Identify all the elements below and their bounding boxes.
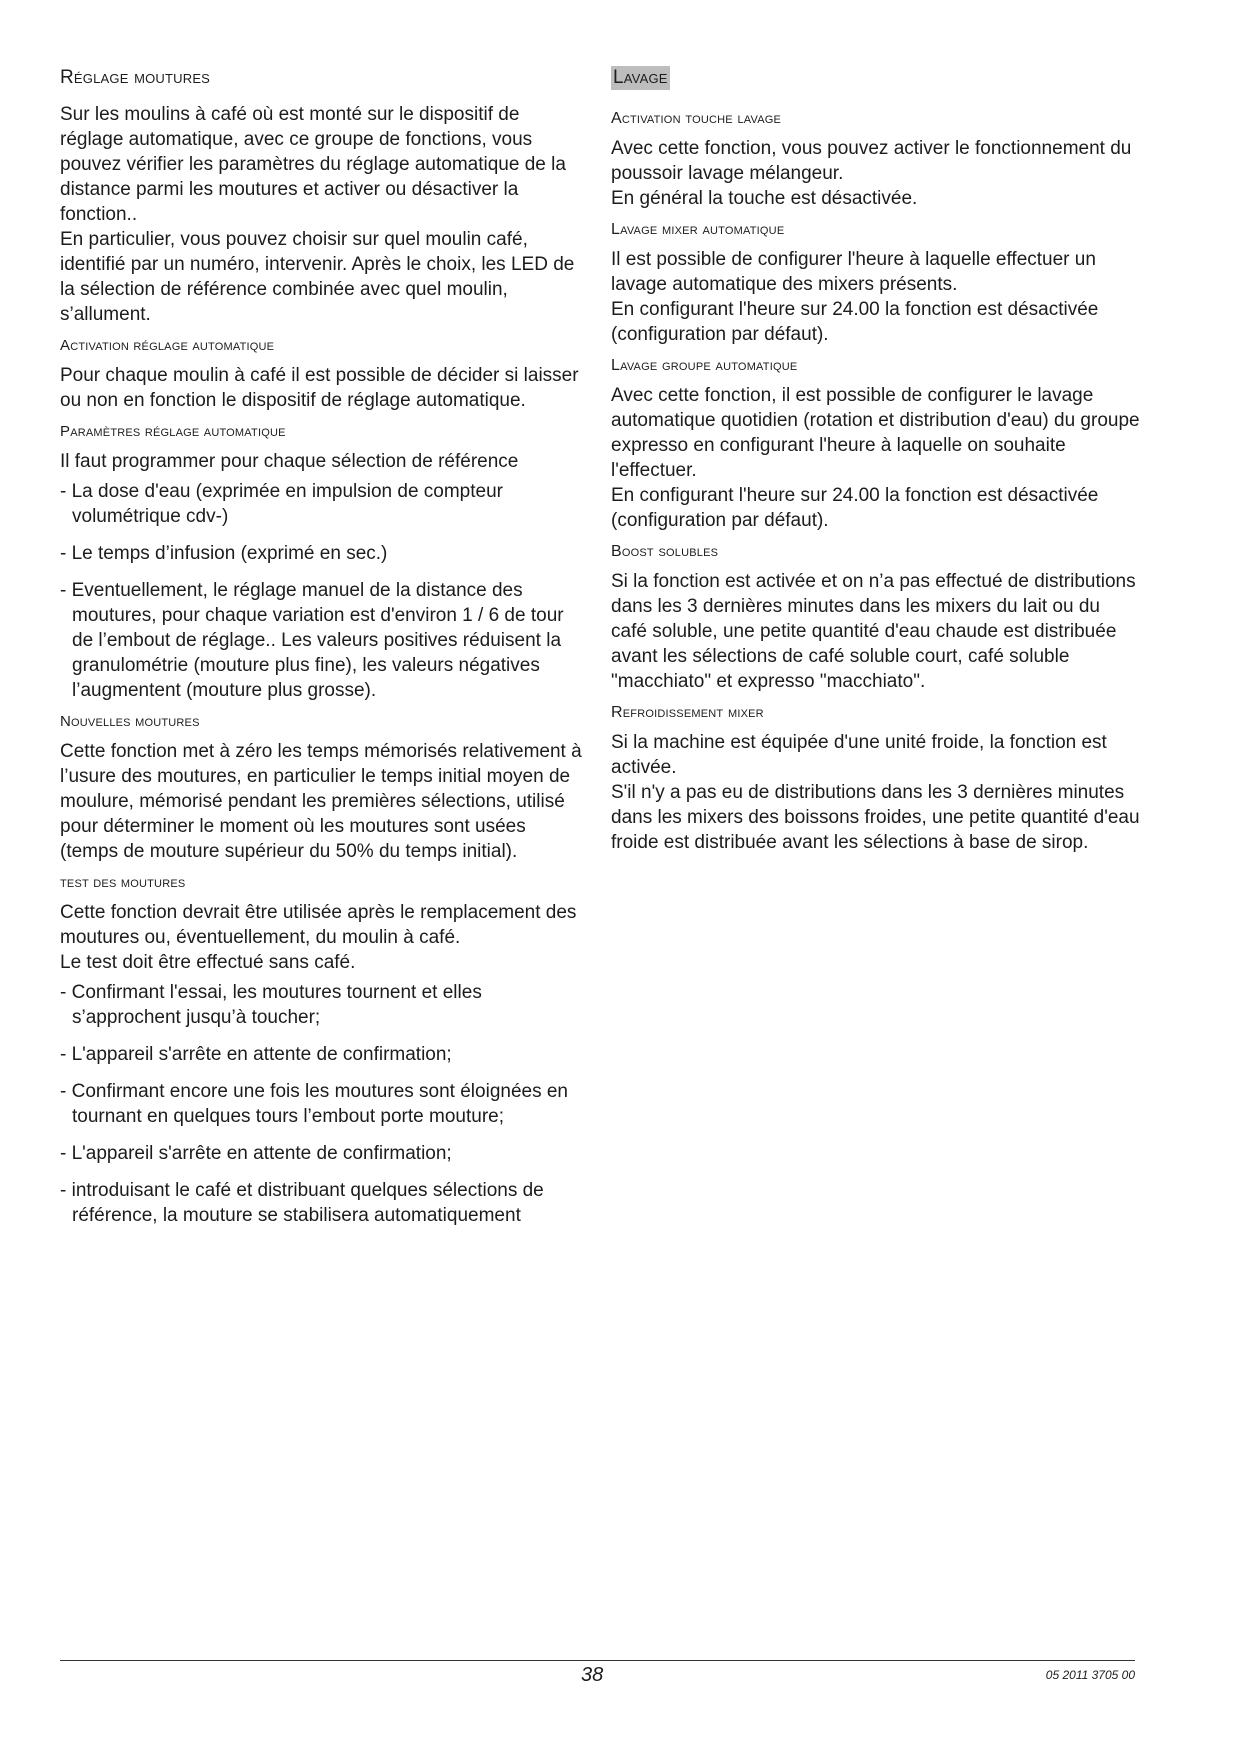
heading-activation-touche-lavage: Activation touche lavage (611, 110, 782, 127)
test-steps-list (60, 980, 585, 1228)
paragraph: Sur les moulins à café où est monté sur le dispositif de réglage automatique, avec ce groupe de fonctions, vous pouvez vérifier les paramètres du réglage automatique de la distance parmi les moutures et activer ou désactiver la fonction.. (60, 104, 566, 225)
heading-nouvelles-moutures: Nouvelles moutures (60, 713, 200, 730)
paragraph: Il est possible de configurer l'heure à laquelle effectuer un lavage automatique des mixers présents. (611, 249, 1096, 295)
section-test-moutures (60, 872, 585, 1228)
heading-parametres-reglage: Paramètres réglage automatique (60, 423, 286, 440)
list-item: - introduisant le café et distribuant quelques sélections de référence, la mouture se stabilisera automatiquement (60, 1180, 544, 1226)
paragraph: En particulier, vous pouvez choisir sur quel moulin café, identifié par un numéro, intervenir. Après le choix, les LED de la sélection de référence combinée avec quel moulin, s’allument. (60, 229, 575, 325)
section-reglage-moutures (60, 66, 585, 327)
paragraph: Cette fonction met à zéro les temps mémorisés relativement à l’usure des moutures, en particulier le temps initial moyen de moulure, mémorisé pendant les premières sélections, utilisé pour déterminer le moment où les moutures sont usées (temps de mouture supérieur du 50% du temps initial). (60, 741, 582, 862)
section-lavage-mixer (611, 219, 1141, 347)
footer-divider (60, 1660, 1135, 1661)
section-lavage-groupe (611, 355, 1141, 533)
heading-lavage-mixer: Lavage mixer automatique (611, 221, 785, 238)
paragraph: Cette fonction devrait être utilisée après le remplacement des moutures ou, éventuellement, du moulin à café. (60, 902, 577, 948)
parametres-list (60, 479, 585, 703)
paragraph: Le test doit être effectué sans café. (60, 952, 356, 973)
paragraph: En général la touche est désactivée. (611, 188, 918, 209)
heading-activation-reglage: Activation réglage automatique (60, 337, 275, 354)
section-boost-solubles (611, 541, 1141, 694)
heading-boost-solubles: Boost solubles (611, 543, 719, 560)
section-nouvelles-moutures (60, 711, 585, 864)
heading-reglage-moutures: Réglage moutures (60, 67, 211, 88)
right-column (611, 66, 1141, 863)
list-item: - Confirmant encore une fois les moutures sont éloignées en tournant en quelques tours l’embout porte mouture; (60, 1081, 568, 1127)
page-number: 38 (581, 1664, 604, 1686)
paragraph: En configurant l'heure sur 24.00 la fonction est désactivée (configuration par défaut). (611, 485, 1099, 531)
list-item: - L'appareil s'arrête en attente de confirmation; (60, 1143, 452, 1164)
left-column (60, 66, 585, 1236)
list-item: - L'appareil s'arrête en attente de confirmation; (60, 1044, 452, 1065)
heading-test-moutures: test des moutures (60, 874, 186, 891)
document-code: 05 2011 3705 00 (1045, 1668, 1135, 1682)
heading-lavage: Lavage (613, 67, 668, 88)
section-activation-reglage (60, 335, 585, 413)
paragraph: S'il n'y a pas eu de distributions dans les 3 dernières minutes dans les mixers des boissons froides, une petite quantité d'eau froide est distribuée avant les sélections à base de sirop. (611, 782, 1140, 853)
list-item: - Le temps d’infusion (exprimé en sec.) (60, 543, 388, 564)
paragraph: En configurant l'heure sur 24.00 la fonction est désactivée (configuration par défaut). (611, 299, 1099, 345)
list-item: - La dose d'eau (exprimée en impulsion de compteur volumétrique cdv-) (60, 481, 503, 527)
section-refroidissement-mixer (611, 702, 1141, 855)
section-parametres-reglage (60, 421, 585, 703)
section-activation-touche-lavage (611, 108, 1141, 211)
paragraph: Pour chaque moulin à café il est possible de décider si laisser ou non en fonction le dispositif de réglage automatique. (60, 365, 579, 411)
paragraph: Si la fonction est activée et on n’a pas effectué de distributions dans les 3 dernières minutes dans les mixers du lait ou du café soluble, une petite quantité d'eau chaude est distribuée avant les sélections de café soluble court, café soluble "macchiato" et expresso "macchiato". (611, 571, 1136, 692)
paragraph: Il faut programmer pour chaque sélection de référence (60, 451, 519, 472)
paragraph: Si la machine est équipée d'une unité froide, la fonction est activée. (611, 732, 1107, 778)
list-item: - Eventuellement, le réglage manuel de la distance des moutures, pour chaque variation est d'environ 1 / 6 de tour de l’embout de réglage.. Les valeurs positives réduisent la granulométrie (mouture plus fine), les valeurs négatives l’augmentent (mouture plus grosse). (60, 580, 564, 701)
paragraph: Avec cette fonction, vous pouvez activer le fonctionnement du poussoir lavage mélangeur. (611, 138, 1132, 184)
heading-lavage-groupe: Lavage groupe automatique (611, 357, 798, 374)
list-item: - Confirmant l'essai, les moutures tournent et elles s’approchent jusqu’à toucher; (60, 982, 482, 1028)
paragraph: Avec cette fonction, il est possible de configurer le lavage automatique quotidien (rotation et distribution d'eau) du groupe expresso en configurant l'heure à laquelle on souhaite l'effectuer. (611, 385, 1140, 481)
heading-refroidissement-mixer: Refroidissement mixer (611, 704, 764, 721)
